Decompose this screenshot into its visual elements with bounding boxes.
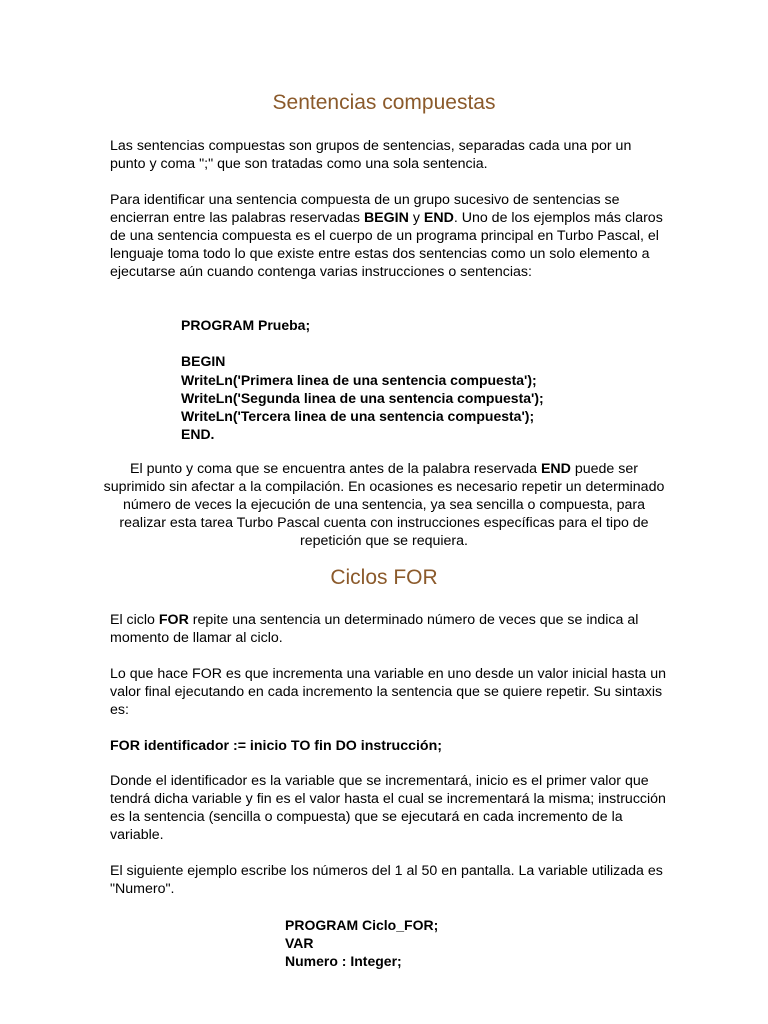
paragraph <box>110 611 670 647</box>
syntax-line: FOR identificador := inicio TO fin DO instrucción; <box>110 738 442 754</box>
paragraph: Las sentencias compuestas son grupos de sentencias, separadas cada una por un punto y coma ";" que son tratadas como una sola sentencia. <box>110 138 632 172</box>
text-span: y <box>408 210 424 226</box>
text-span: El ciclo <box>110 612 159 628</box>
keyword-end: END <box>423 210 454 226</box>
paragraph: Lo que hace FOR es que incrementa una variable en uno desde un valor inicial hasta un valor final ejecutando en cada incremento la sentencia que se quiere repetir. Su sintaxis es: <box>110 666 667 718</box>
text-span: El punto y coma que se encuentra antes de la palabra reservada <box>130 461 541 477</box>
keyword-end: END <box>540 461 571 477</box>
code-line: Numero : Integer; <box>285 953 402 970</box>
code-line: PROGRAM Ciclo_FOR; <box>285 917 439 933</box>
text-span: . Uno de los ejemplos más claros de una sentencia compuesta es el cuerpo de un programa principal en Turbo Pascal, el lenguaje toma todo lo que existe entre estas dos sentencias como un solo elemento a ejecutarse aún cuando contenga varias instrucciones o sentencias: <box>110 210 663 280</box>
section-title-sentencias-compuestas: Sentencias compuestas <box>272 91 496 114</box>
paragraph <box>110 191 670 281</box>
code-line <box>181 334 544 352</box>
keyword-for: FOR <box>158 612 189 628</box>
text-span: Para identificar una sentencia compuesta de un grupo sucesivo de sentencias se encierran entre las palabras reservadas <box>110 192 620 226</box>
code-block-prueba <box>181 316 544 443</box>
section-title-ciclos-for: Ciclos FOR <box>330 566 438 589</box>
paragraph: El siguiente ejemplo escribe los números del 1 al 50 en pantalla. La variable utilizada es "Numero". <box>110 863 663 897</box>
paragraph-centered <box>100 460 668 550</box>
code-line: WriteLn('Primera linea de una sentencia compuesta'); <box>181 371 537 388</box>
keyword-begin: BEGIN <box>363 210 409 226</box>
text-span: repite una sentencia un determinado número de veces que se indica al momento de llamar al ciclo. <box>110 612 639 646</box>
code-line: PROGRAM Prueba; <box>181 317 311 333</box>
text-span: puede ser suprimido sin afectar a la compilación. En ocasiones es necesario repetir un determinado número de veces la ejecución de una sentencia, ya sea sencilla o compuesta, para realizar esta tarea Turbo Pascal cuenta con instrucciones específicas para el tipo de repetición que se requiera. <box>103 461 665 549</box>
code-line: END. <box>181 426 215 443</box>
code-line: WriteLn('Segunda linea de una sentencia compuesta'); <box>181 389 544 406</box>
code-block-ciclo-for <box>285 916 438 971</box>
paragraph: Donde el identificador es la variable que se incrementará, inicio es el primer valor que tendrá dicha variable y fin es el valor hasta el cual se incrementará la misma; instrucción es la sentencia (sencilla o compuesta) que se ejecutará en cada incremento de la variable. <box>110 773 666 843</box>
code-line: BEGIN <box>181 353 226 370</box>
code-line: WriteLn('Tercera linea de una sentencia compuesta'); <box>181 408 535 425</box>
code-line: VAR <box>285 935 314 952</box>
